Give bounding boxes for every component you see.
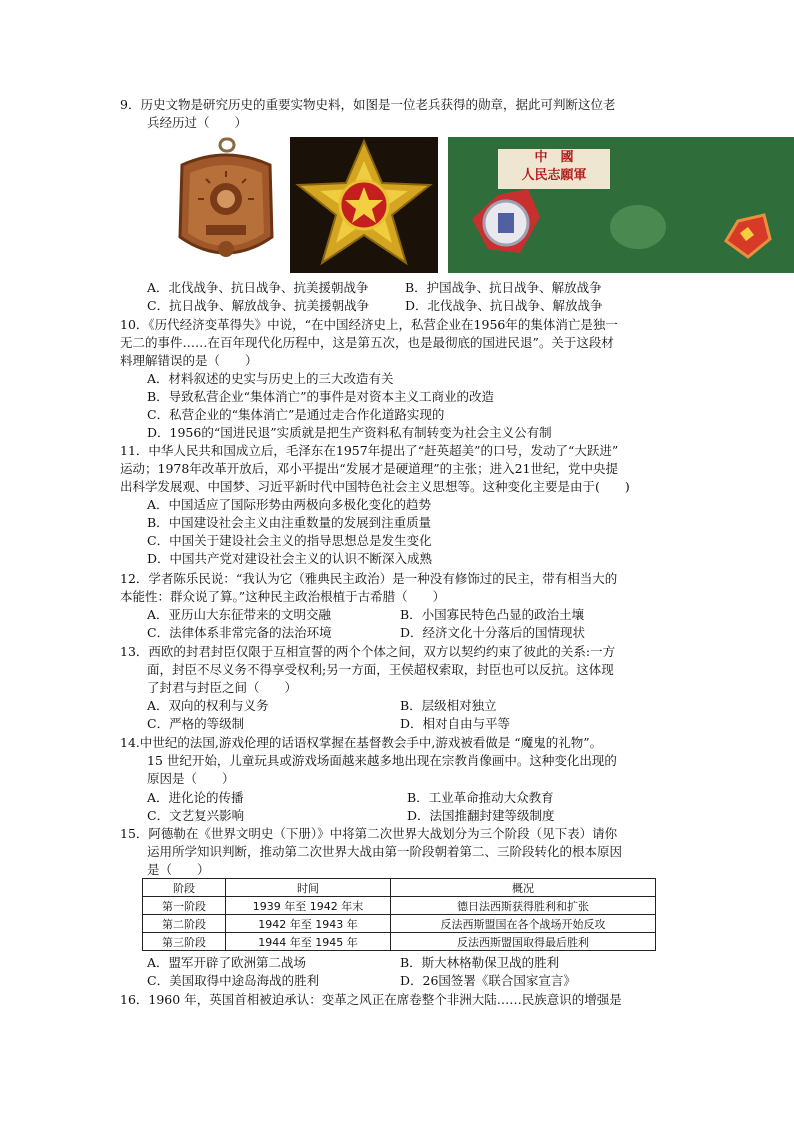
q14-option-b: B．工业革命推动大众教育 xyxy=(407,790,554,805)
table-row xyxy=(143,933,656,951)
q12-option-b: B．小国寡民特色凸显的政治土壤 xyxy=(400,607,585,622)
q9-stem-line1: 9．历史文物是研究历史的重要实物史料，如图是一位老兵获得的勋章，据此可判断这位老 xyxy=(120,97,616,112)
q15-option-a: A．盟军开辟了欧洲第二战场 xyxy=(147,955,307,970)
q15-option-b: B．斯大林格勒保卫战的胜利 xyxy=(400,955,560,970)
table-cell: 1944 年至 1945 年 xyxy=(226,933,391,951)
table-cell: 反法西斯盟国在各个战场开始反攻 xyxy=(391,915,656,933)
q15-stages-table xyxy=(142,878,656,951)
q13-option-a: A．双向的权利与义务 xyxy=(147,698,269,713)
q15-option-d: D．26国签署《联合国家宣言》 xyxy=(400,973,576,988)
q15-stem-line1: 15．阿德勒在《世界文明史（下册）》中将第二次世界大战划分为三个阶段（见下表）请你 xyxy=(120,826,618,841)
q12-option-a: A．亚历山大东征带来的文明交融 xyxy=(147,607,332,622)
q15-stem-line3: 是（ ） xyxy=(147,862,210,877)
q13-option-c: C．严格的等级制 xyxy=(147,716,245,731)
table-cell: 1942 年至 1943 年 xyxy=(226,915,391,933)
q11-option-c: C．中国关于建设社会主义的指导思想总是发生变化 xyxy=(147,533,432,548)
q9-stem-line2: 兵经历过（ ） xyxy=(147,115,248,130)
q12-option-d: D．经济文化十分落后的国情现状 xyxy=(400,625,586,640)
q11-option-b: B．中国建设社会主义由注重数量的发展到注重质量 xyxy=(147,515,432,530)
q14-option-d: D．法国推翻封建等级制度 xyxy=(407,808,555,823)
q11-stem-line1: 11．中华人民共和国成立后，毛泽东在1957年提出了“赶英超美”的口号，发动了“大跃进” xyxy=(120,443,619,458)
q10-option-c: C．私营企业的“集体消亡”是通过走合作化道路实现的 xyxy=(147,407,445,422)
q16-stem-line1: 16．1960 年，英国首相被迫承认：变革之风正在席卷整个非洲大陆……民族意识的增强是 xyxy=(120,992,622,1007)
q15-stem-line2: 运用所学知识判断，推动第二次世界大战由第一阶段朝着第二、三阶段转化的根本原因 xyxy=(147,844,623,859)
q14-stem-line3: 原因是（ ） xyxy=(147,771,235,786)
q13-option-d: D．相对自由与平等 xyxy=(400,716,511,731)
q10-stem-line3: 料理解错误的是（ ） xyxy=(120,353,258,368)
table-row xyxy=(143,897,656,915)
table-cell: 1939 年至 1942 年末 xyxy=(226,897,391,915)
q13-stem-line3: 了封君与封臣之间（ ） xyxy=(147,680,298,695)
q13-option-b: B．层级相对独立 xyxy=(400,698,497,713)
q9-option-a: A．北伐战争、抗日战争、抗美援朝战争 xyxy=(147,280,369,295)
q15-option-c: C．美国取得中途岛海战的胜利 xyxy=(147,973,320,988)
q11-stem-line2: 运动；1978年改革开放后，邓小平提出“发展才是硬道理”的主张；进入21世纪，党中央提 xyxy=(120,461,618,476)
table-cell: 第三阶段 xyxy=(143,933,226,951)
q9-option-d: D．北伐战争、抗日战争、解放战争 xyxy=(405,298,603,313)
q14-stem-line2: 15 世纪开始，儿童玩具或游戏场面越来越多地出现在宗教肖像画中。这种变化出现的 xyxy=(147,753,617,768)
q10-option-a: A．材料叙述的史实与历史上的三大改造有关 xyxy=(147,371,394,386)
table-header-cell: 概况 xyxy=(391,879,656,897)
bronze-medal-image xyxy=(172,137,280,273)
q9-option-c: C．抗日战争、解放战争、抗美援朝战争 xyxy=(147,298,370,313)
q10-stem-line2: 无二的事件……在百年现代化历程中，这是第五次，也是最彻底的国进民退”。关于这段材 xyxy=(120,335,614,350)
q11-option-a: A．中国适应了国际形势由两极向多极化变化的趋势 xyxy=(147,497,432,512)
q10-option-b: B．导致私营企业“集体消亡”的事件是对资本主义工商业的改造 xyxy=(147,389,494,404)
table-cell: 第一阶段 xyxy=(143,897,226,915)
q11-stem-line3: 出科学发展观、中国梦、习近平新时代中国特色社会主义思想等。这种变化主要是由于( ) xyxy=(120,479,630,494)
q12-stem-line1: 12．学者陈乐民说：“我认为它（雅典民主政治）是一种没有修饰过的民主，带有相当大的 xyxy=(120,571,618,586)
table-header-row xyxy=(143,879,656,897)
table-header-cell: 时间 xyxy=(226,879,391,897)
table-cell: 反法西斯盟国取得最后胜利 xyxy=(391,933,656,951)
q14-option-a: A．进化论的传播 xyxy=(147,790,244,805)
q9-option-b: B．护国战争、抗日战争、解放战争 xyxy=(405,280,602,295)
volunteer-army-badges-image xyxy=(448,137,794,273)
table-row xyxy=(143,915,656,933)
q13-stem-line1: 13．西欧的封君封臣仅限于互相宣誓的两个个体之间，双方以契约约束了彼此的关系:一方 xyxy=(120,644,616,659)
q12-stem-line2: 本能性：群众说了算。”这种民主政治根植于古希腊（ ） xyxy=(120,589,446,604)
table-cell: 第二阶段 xyxy=(143,915,226,933)
volunteer-badge-label: 中 國 人民志願軍 xyxy=(498,149,610,189)
q14-stem-line1: 14.中世纪的法国,游戏伦理的话语权掌握在基督教会手中,游戏被看做是 “魔鬼的礼物”。 xyxy=(120,735,603,750)
q14-option-c: C．文艺复兴影响 xyxy=(147,808,245,823)
q12-option-c: C．法律体系非常完备的法治环境 xyxy=(147,625,332,640)
q11-option-d: D．中国共产党对建设社会主义的认识不断深入成熟 xyxy=(147,551,433,566)
table-cell: 德日法西斯获得胜利和扩张 xyxy=(391,897,656,915)
q10-option-d: D．1956的“国进民退”实质就是把生产资料私有制转变为社会主义公有制 xyxy=(147,425,552,440)
table-header-cell: 阶段 xyxy=(143,879,226,897)
q10-stem-line1: 10．《历代经济变革得失》中说，“在中国经济史上，私营企业在1956年的集体消亡是独一 xyxy=(120,317,618,332)
gold-star-medal-image xyxy=(290,137,438,273)
q13-stem-line2: 面，封臣不尽义务不得享受权利;另一方面，王侯超权索取，封臣也可以反抗。这体现 xyxy=(147,662,614,677)
